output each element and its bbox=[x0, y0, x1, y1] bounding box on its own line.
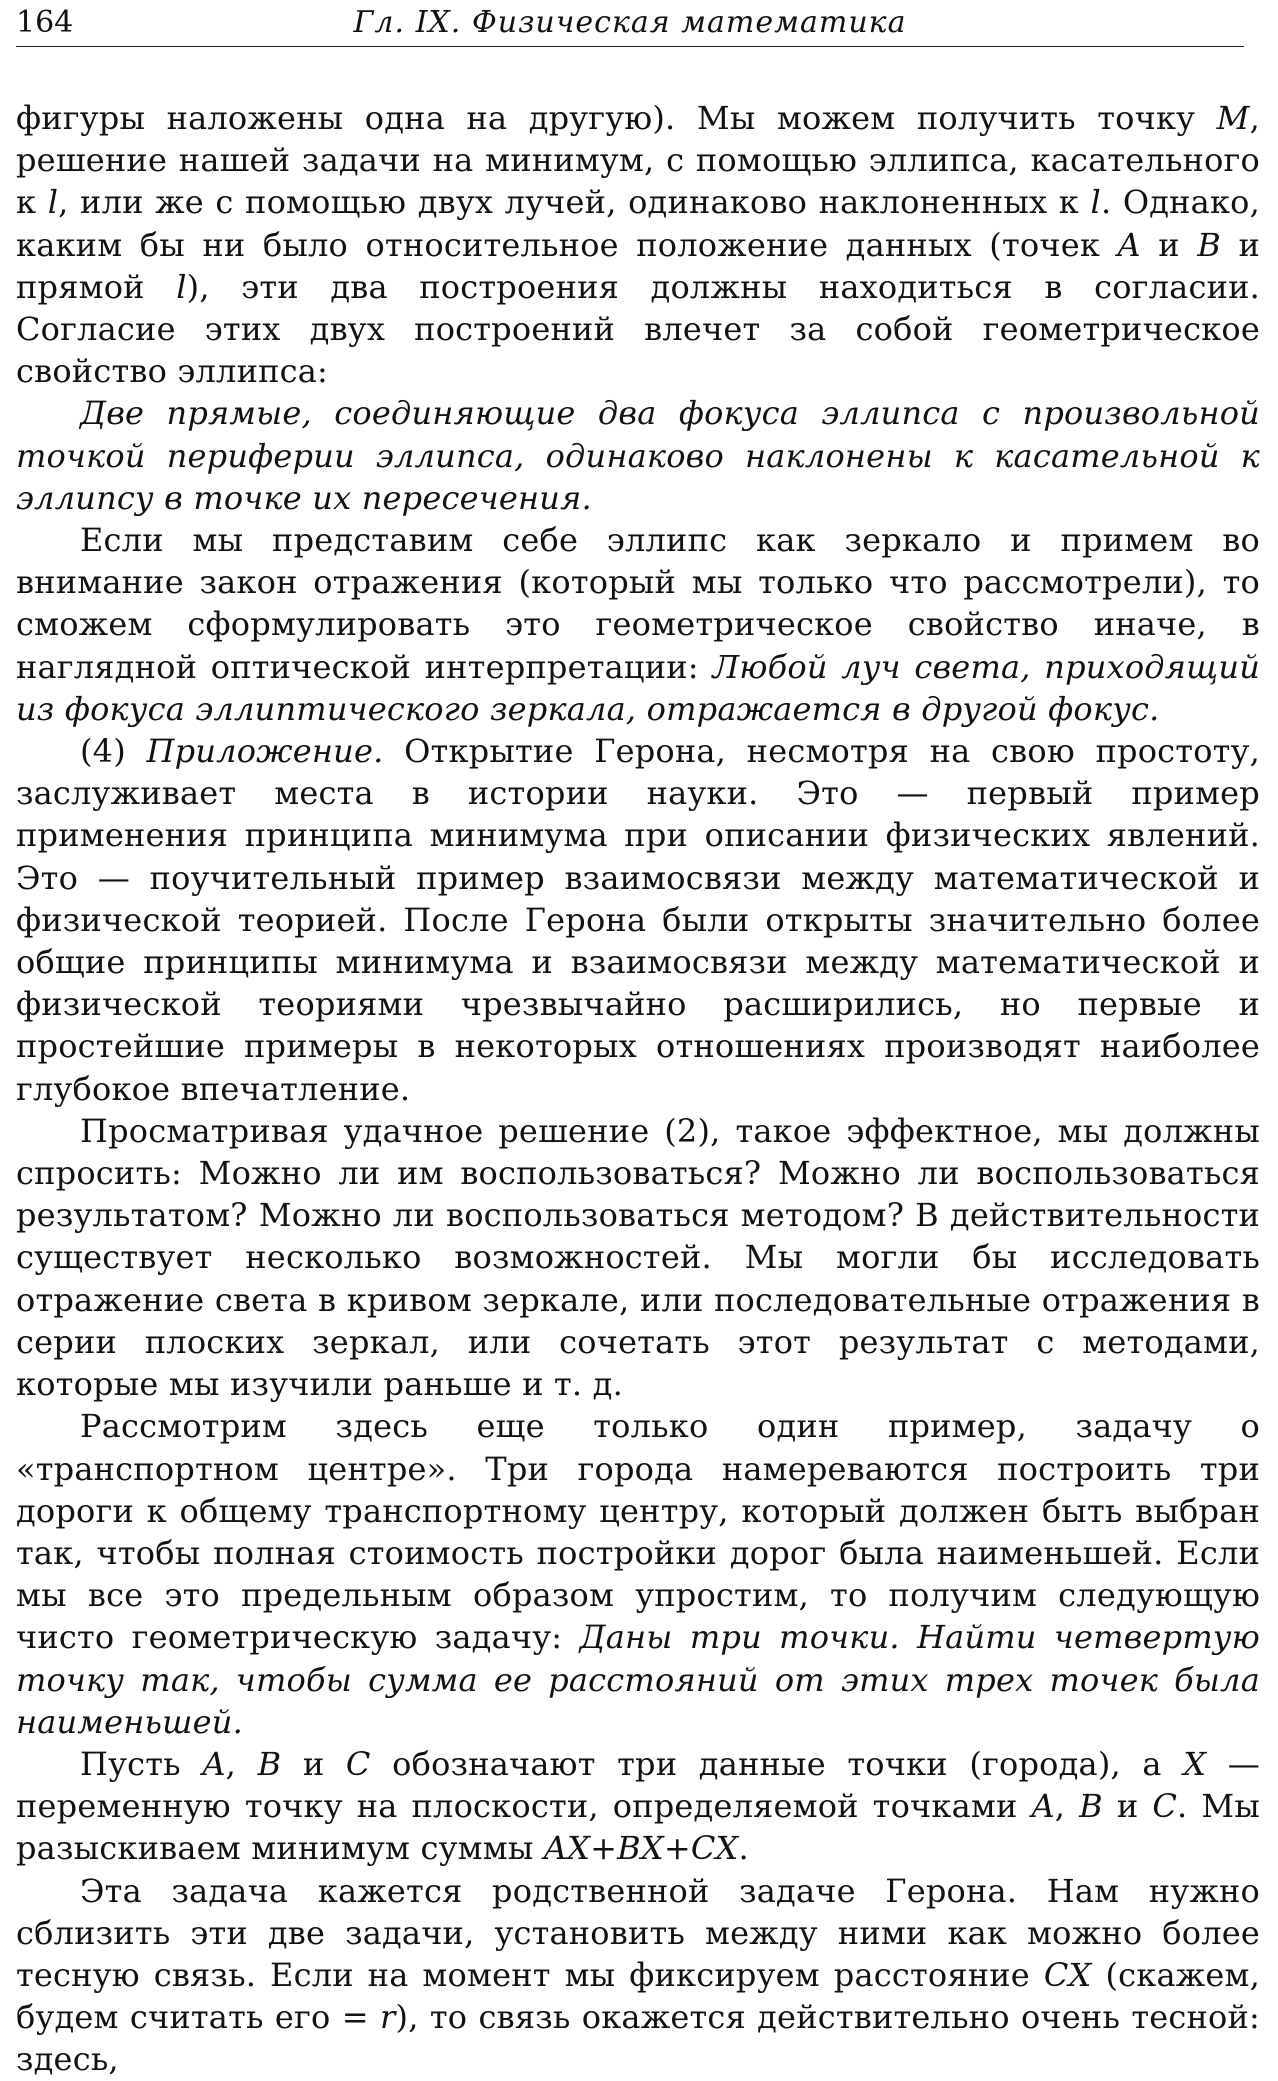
italic-text: CX bbox=[1043, 1955, 1092, 1994]
body-text bbox=[16, 97, 1260, 2081]
italic-text: M bbox=[1216, 99, 1250, 137]
text-run: и прямой bbox=[16, 225, 1261, 306]
italic-text: l bbox=[1090, 183, 1101, 222]
text-run: Если мы представим себе эллипс как зеркало и примем во внимание закон отражения (который мы только что рассмотрели), то сможем сформулировать это геометрическое свойство иначе, в наглядной оптической интерпретации: bbox=[16, 521, 1260, 686]
text-run: , bbox=[1054, 1787, 1080, 1826]
text-run: (скажем, будем считать его = bbox=[16, 1955, 1260, 2037]
text-run: Пусть bbox=[80, 1744, 203, 1783]
text-run: , bbox=[225, 1744, 258, 1783]
text-run: — переменную точку на плоскости, определяемой точками bbox=[16, 1744, 1260, 1826]
italic-text: Две прямые, соединяющие два фокуса эллипса с произвольной точкой периферии эллипса, одинаково наклонены к касательной к эллипсу в точке их пересечения. bbox=[16, 394, 1260, 517]
italic-text: C bbox=[345, 1744, 371, 1783]
paragraph bbox=[16, 1405, 1260, 1743]
paragraph bbox=[16, 730, 1260, 1110]
italic-text: l bbox=[47, 183, 59, 222]
paragraph bbox=[16, 1743, 1260, 1870]
paragraph bbox=[16, 519, 1260, 730]
italic-text: B bbox=[1079, 1787, 1103, 1826]
running-title: Гл. IX. Физическая математика bbox=[353, 5, 907, 40]
text-run: Просматривая удачное решение (2), такое эффектное, мы должны спросить: Можно ли им воспользоваться? Можно ли воспользоваться результатом? Можно ли воспользоваться методом? В действительности существует несколько возможностей. Мы могли бы исследовать отражение света в кривом зеркале, или последовательные отражения в серии плоских зеркал, или сочетать этот результат с методами, которые мы изучили раньше и т. д. bbox=[16, 1111, 1260, 1404]
italic-text: AX+BX+CX bbox=[543, 1829, 739, 1868]
italic-text: Даны три точки. Найти четвертую точку так, чтобы сумма ее расстояний от этих трех точек была наименьшей. bbox=[16, 1618, 1260, 1741]
italic-text: A bbox=[1031, 1787, 1055, 1826]
italic-text: X bbox=[1183, 1744, 1207, 1783]
italic-text: Приложение. bbox=[146, 732, 384, 771]
text-run: ), эти два построения должны находиться в согласии. Согласие этих двух построений влечет за собой геометрическое свойство эллипса: bbox=[16, 267, 1260, 391]
text-run: Эта задача кажется родственной задаче Герона. Нам нужно сблизить эти две задачи, установить между ними как можно более тесную связь. Если на момент мы фиксируем расстояние bbox=[16, 1871, 1260, 1994]
text-run: и bbox=[1140, 225, 1198, 264]
italic-text: B bbox=[1197, 225, 1222, 264]
text-run: (4) bbox=[80, 732, 147, 771]
text-run: ), то связь окажется действительно очень тесной: здесь, bbox=[16, 1998, 1260, 2079]
page-header bbox=[16, 0, 1244, 47]
text-run: и bbox=[281, 1744, 346, 1783]
italic-text: r bbox=[380, 1998, 396, 2037]
text-run: . Мы разыскиваем минимум суммы bbox=[16, 1787, 1260, 1868]
italic-text: B bbox=[257, 1744, 282, 1783]
text-run: , решение нашей задачи на минимум, с помощью эллипса, касательного к bbox=[16, 99, 1260, 222]
text-run: Рассмотрим здесь еще только один пример, задачу о «транспортном центре». Три города намереваются построить три дороги к общему транспортному центру, который должен быть выбран так, чтобы полная стоимость постройки дорог была наименьшей. Если мы все это предельным образом упростим, то получим следующую чисто геометрическую задачу: bbox=[16, 1407, 1260, 1657]
text-run: и bbox=[1102, 1787, 1153, 1826]
italic-text: C bbox=[1152, 1787, 1178, 1826]
paragraph bbox=[16, 392, 1260, 519]
text-run: , или же с помощью двух лучей, одинаково наклоненных к bbox=[58, 183, 1091, 222]
paragraph bbox=[16, 1110, 1260, 1405]
italic-text: l bbox=[176, 267, 187, 306]
text-run: . Однако, каким бы ни было относительное положение данных (точек bbox=[16, 183, 1260, 264]
paragraph bbox=[16, 1870, 1260, 2081]
text-run: Открытие Герона, несмотря на свою простоту, заслуживает места в истории науки. Это — первый пример применения принципа минимума при описании физических явлений. Это — поучительный пример взаимосвязи между математической и физической теорией. После Герона были открыты значительно более общие принципы минимума и взаимосвязи между математической и физической теориями чрезвычайно расширились, но первые и простейшие примеры в некоторых отношениях производят наиболее глубокое впечатление. bbox=[16, 732, 1260, 1108]
text-run: фигуры наложены одна на другую). Мы можем получить точку bbox=[16, 99, 1217, 137]
text-run: . bbox=[738, 1829, 749, 1868]
paragraph bbox=[16, 97, 1260, 392]
italic-text: A bbox=[202, 1744, 226, 1783]
text-run: обозначают три данные точки (города), а bbox=[370, 1744, 1184, 1783]
page-number: 164 bbox=[16, 5, 74, 40]
italic-text: A bbox=[1117, 225, 1141, 264]
italic-text: Любой луч света, приходящий из фокуса эллиптического зеркала, отражается в другой фокус. bbox=[16, 647, 1261, 728]
